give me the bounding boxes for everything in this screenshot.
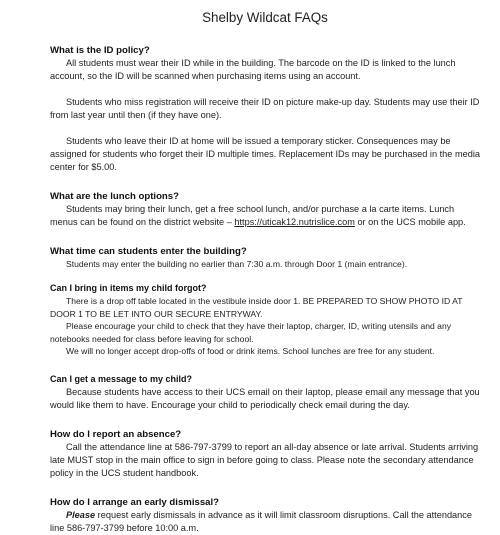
question-absence: How do I report an absence?: [50, 429, 182, 441]
section-bring-items: [50, 282, 480, 357]
section-entry-time: [50, 245, 480, 270]
question-lunch: What are the lunch options?: [50, 191, 179, 202]
answer-paragraph: [50, 509, 480, 535]
nutrislice-link[interactable]: https://uticak12.nutrislice.com: [234, 217, 355, 227]
answer-paragraph: Please encourage your child to check that they have their laptop, charger, ID, writing utensils and any notebooks needed for class before leaving for school.: [50, 321, 452, 344]
answer-paragraph: All students must wear their ID while in the building. The barcode on the ID is linked to the lunch account, so the ID will be scanned when purchasing items using an account.: [50, 58, 456, 81]
answer-text: request early dismissals in advance as it will limit classroom disruptions. Call the attendance line 586-797-3799 before 10:00 a.m.: [50, 510, 472, 534]
question-bring-items: Can I bring in items my child forgot?: [50, 283, 207, 294]
answer-paragraph: Because students have access to their UCS email on their laptop, please email any message that you would like them to have. Encourage your child to periodically check email during the day.: [50, 387, 480, 411]
section-lunch: [50, 190, 480, 229]
document-title: Shelby Wildcat FAQs: [202, 10, 328, 25]
answer-paragraph: We will no longer accept drop-offs of food or drink items. School lunches are free for any student.: [66, 346, 435, 357]
answer-paragraph: There is a drop off table located in the vestibule inside door 1. BE PREPARED TO SHOW PHOTO ID AT DOOR 1 TO BE LET INTO OUR SECURE ENTRYWAY.: [50, 296, 463, 319]
section-id-policy: [50, 44, 480, 174]
question-message: Can I get a message to my child?: [50, 374, 193, 385]
answer-text: or on the UCS mobile app.: [354, 217, 466, 227]
answer-paragraph: Students who miss registration will receive their ID on picture make-up day. Students may use their ID from last year until then (if they have one).: [50, 97, 480, 120]
section-absence: [50, 428, 480, 480]
question-entry-time: What time can students enter the building?: [50, 246, 247, 257]
answer-paragraph: [50, 203, 480, 229]
answer-text: Students may bring their lunch, get a free school lunch, and/or purchase a la carte items. Lunch menus can be found on the district website –: [50, 204, 455, 227]
emphasis-please: Please: [66, 510, 96, 521]
section-dismissal: [50, 496, 480, 535]
question-id-policy: What is the ID policy?: [50, 45, 150, 56]
answer-paragraph: Students who leave their ID at home will be issued a temporary sticker. Consequences may be assigned for students who forget their ID multiple times. Replacement IDs may be purchased in the media center for $5.00.: [50, 136, 480, 172]
answer-paragraph: Call the attendance line at 586-797-3799 to report an all-day absence or late arrival. Students arriving late MUST stop in the main office to sign in before going to class. Please note the secondary attendance policy in the UCS student handbook.: [50, 442, 479, 479]
section-message: [50, 373, 480, 412]
answer-paragraph: Students may enter the building no earlier than 7:30 a.m. through Door 1 (main entrance).: [66, 259, 408, 269]
question-dismissal: How do I arrange an early dismissal?: [50, 497, 220, 509]
